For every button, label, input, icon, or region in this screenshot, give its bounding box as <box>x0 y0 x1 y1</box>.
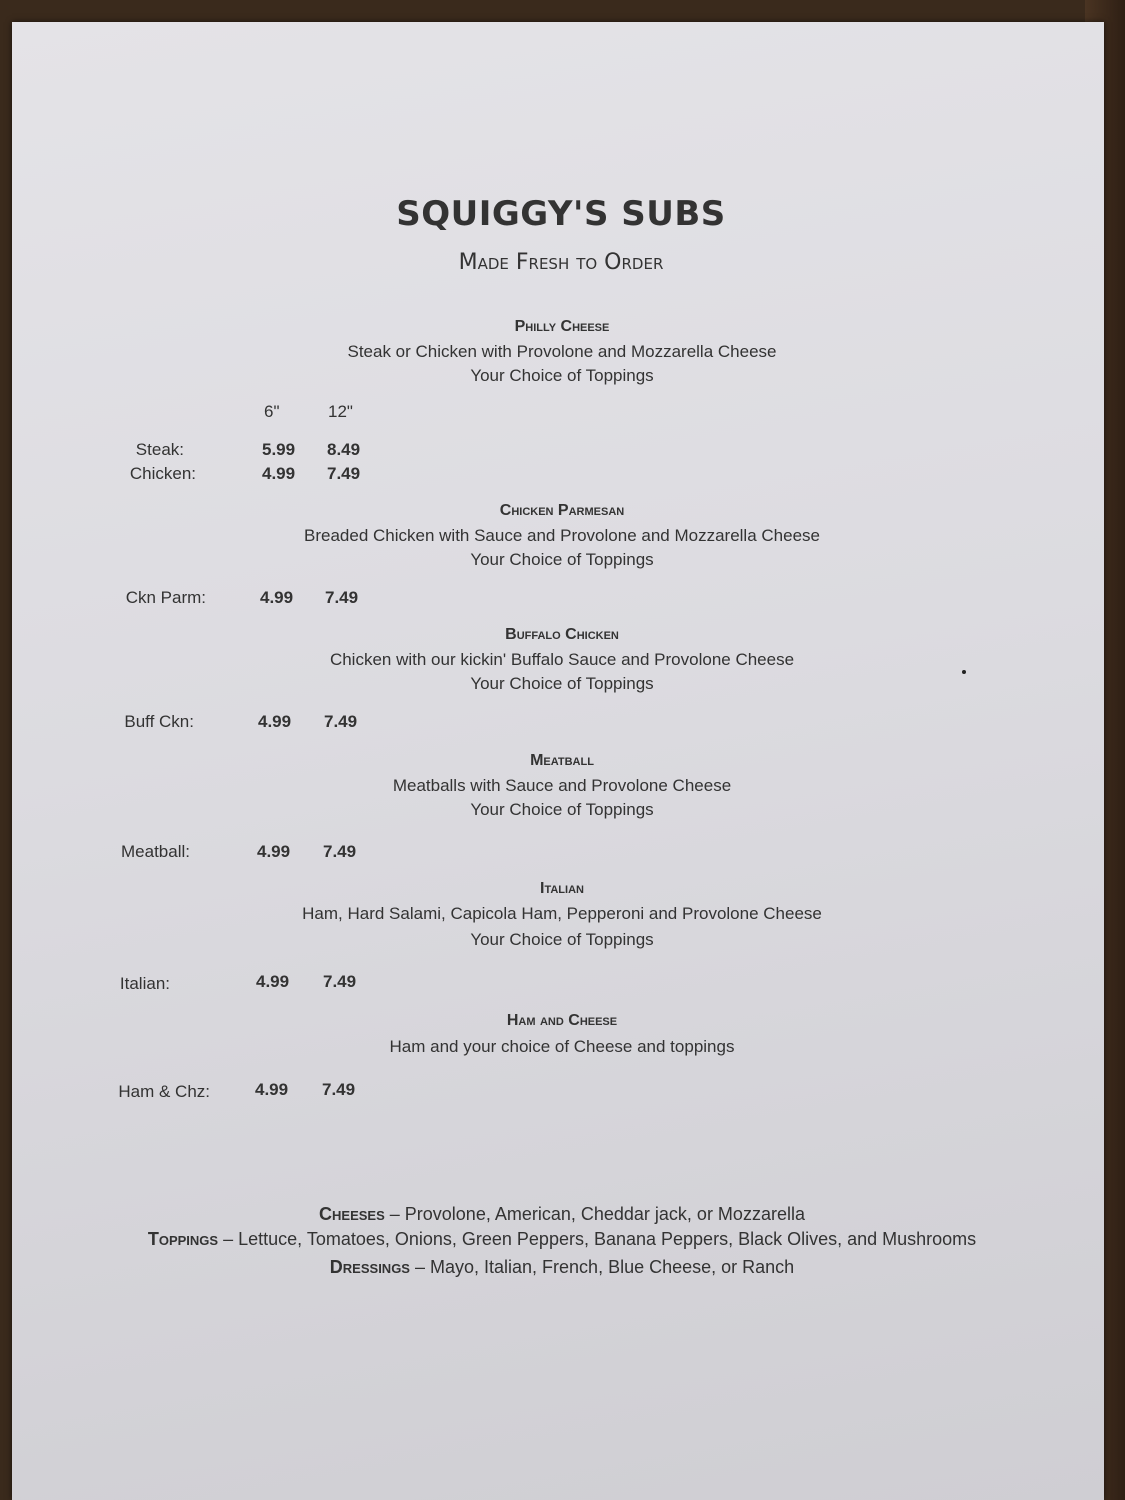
price-6-italian: 4.99 <box>256 972 290 991</box>
section-toppings-italian: Your Choice of Toppings <box>470 930 654 949</box>
section-name-italian: Italian <box>540 880 584 897</box>
price-6-meatball: 4.99 <box>257 842 291 861</box>
section-name-chicken-parmesan: Chicken Parmesan <box>499 502 625 519</box>
menu-paper <box>12 22 1104 1500</box>
section-desc-chicken-parmesan: Breaded Chicken with Sauce and Provolone and Mozzarella Cheese <box>304 526 820 545</box>
extras-dressings-text: – Mayo, Italian, French, Blue Cheese, or Ranch <box>409 1257 795 1277</box>
section-toppings-philly-cheese: Your Choice of Toppings <box>470 366 654 385</box>
section-name-philly-cheese: Philly Cheese <box>514 318 610 335</box>
price-12-steak: 8.49 <box>327 440 361 459</box>
price-row-label-steak: Steak: <box>135 440 184 459</box>
price-12-buff-ckn: 7.49 <box>324 712 358 731</box>
menu-title: SQUIGGY'S SUBS <box>396 194 726 234</box>
price-12-meatball: 7.49 <box>323 842 357 861</box>
section-name-buffalo-chicken: Buffalo Chicken <box>505 626 619 643</box>
menu-subtitle: Made Fresh to Order <box>458 250 664 275</box>
price-12-ham-chz: 7.49 <box>322 1080 356 1099</box>
section-desc-ham-and-cheese: Ham and your choice of Cheese and toppings <box>389 1037 735 1056</box>
price-6-steak: 5.99 <box>262 440 296 459</box>
price-row-label-ckn-parm: Ckn Parm: <box>125 588 206 607</box>
price-12-italian: 7.49 <box>323 972 357 991</box>
extras-cheeses-key: Cheeses <box>319 1204 385 1224</box>
extras-toppings-key: Toppings <box>147 1229 219 1249</box>
price-row-label-buff-ckn: Buff Ckn: <box>124 712 194 731</box>
section-desc-meatball: Meatballs with Sauce and Provolone Cheese <box>392 776 732 795</box>
extras-cheeses-text: – Provolone, American, Cheddar jack, or Mozzarella <box>384 1204 805 1224</box>
section-desc-philly-cheese: Steak or Chicken with Provolone and Mozzarella Cheese <box>347 342 777 361</box>
price-6-ckn-parm: 4.99 <box>260 588 294 607</box>
size-header-12: 12" <box>328 402 353 421</box>
price-6-ham-chz: 4.99 <box>255 1080 289 1099</box>
price-12-chicken: 7.49 <box>327 464 361 483</box>
price-6-buff-ckn: 4.99 <box>258 712 292 731</box>
extras-toppings <box>112 1229 1012 1250</box>
size-header-6: 6" <box>264 402 280 421</box>
price-row-label-ham-chz: Ham & Chz: <box>118 1082 210 1101</box>
section-desc-italian: Ham, Hard Salami, Capicola Ham, Pepperoni and Provolone Cheese <box>302 904 822 923</box>
section-name-meatball: Meatball <box>530 752 594 769</box>
price-6-chicken: 4.99 <box>262 464 296 483</box>
extras-cheeses <box>112 1204 1012 1225</box>
extras-dressings <box>112 1257 1012 1278</box>
price-row-label-meatball: Meatball: <box>121 842 190 861</box>
extras-toppings-text: – Lettuce, Tomatoes, Onions, Green Peppers, Banana Peppers, Black Olives, and Mushrooms <box>218 1229 977 1249</box>
section-toppings-meatball: Your Choice of Toppings <box>470 800 654 819</box>
price-12-ckn-parm: 7.49 <box>325 588 359 607</box>
section-name-ham-and-cheese: Ham and Cheese <box>506 1012 618 1029</box>
price-row-label-italian: Italian: <box>119 974 170 993</box>
price-row-label-chicken: Chicken: <box>129 464 196 483</box>
extras-dressings-key: Dressings <box>329 1257 410 1277</box>
ink-speck <box>962 670 966 674</box>
section-desc-buffalo-chicken: Chicken with our kickin' Buffalo Sauce and Provolone Cheese <box>329 650 795 669</box>
section-toppings-buffalo-chicken: Your Choice of Toppings <box>470 674 654 693</box>
section-toppings-chicken-parmesan: Your Choice of Toppings <box>470 550 654 569</box>
